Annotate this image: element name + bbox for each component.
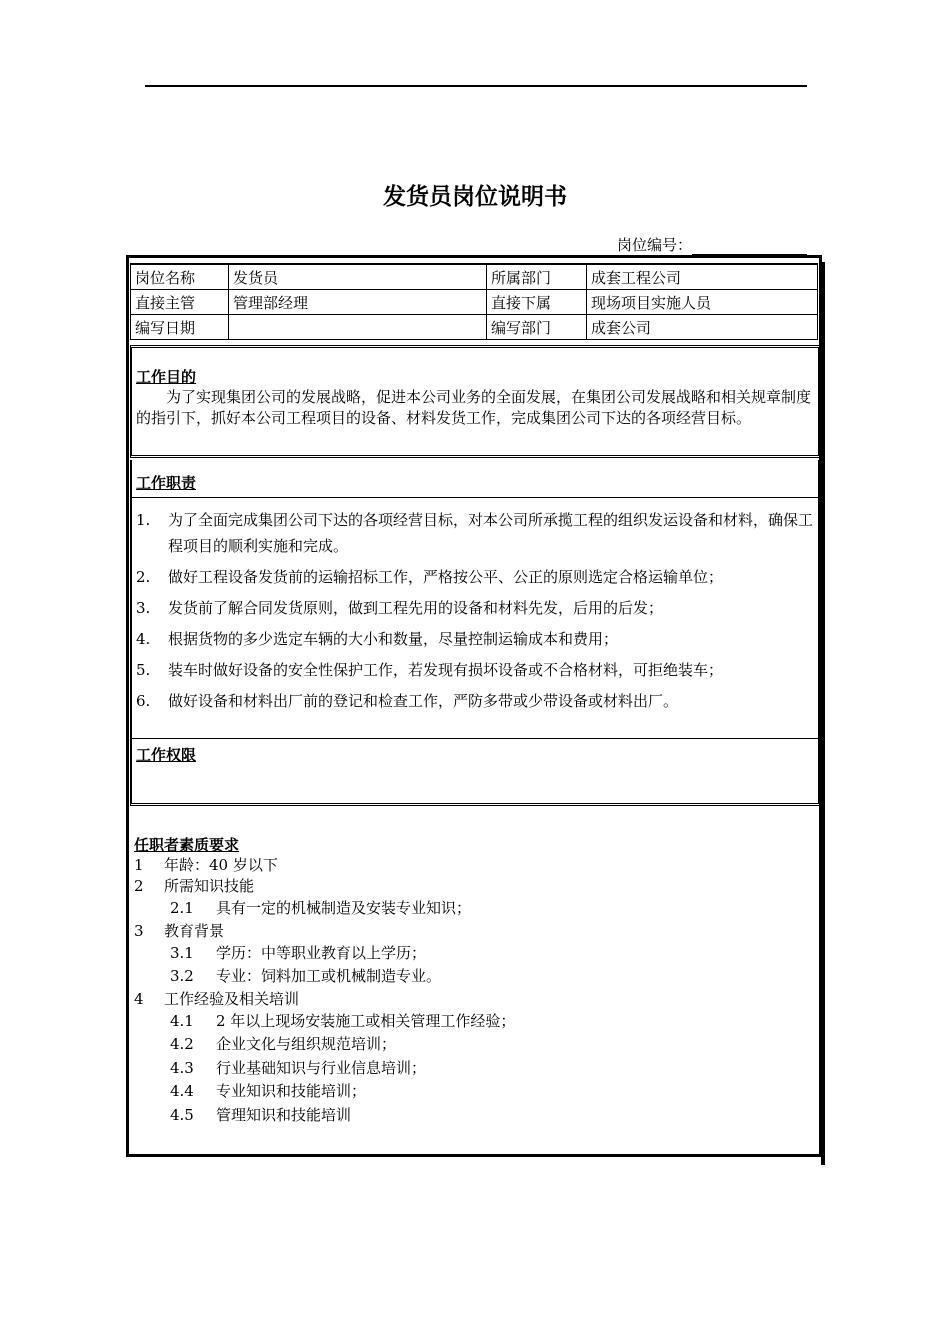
info-value: 成套公司	[587, 315, 818, 340]
duty-number: 5.	[136, 661, 151, 679]
requirement-number: 3.1	[170, 943, 194, 962]
info-row	[131, 264, 818, 290]
requirement-number: 2.1	[170, 899, 194, 917]
duty-item	[132, 626, 818, 652]
info-label: 岗位名称	[131, 264, 229, 290]
requirement-item	[130, 942, 820, 966]
duty-item	[132, 657, 818, 683]
requirement-text: 行业基础知识与行业信息培训；	[216, 1058, 427, 1077]
requirement-text: 2 年以上现场安装施工或相关管理工作经验；	[216, 1011, 516, 1030]
authority-heading: 工作权限	[136, 746, 197, 764]
requirement-number: 4.2	[170, 1035, 194, 1053]
duty-number: 2.	[136, 568, 151, 586]
requirement-text: 学历：中等职业教育以上学历；	[216, 943, 427, 962]
duty-text: 做好设备和材料出厂前的登记和检查工作，严防多带或少带设备或材料出厂。	[168, 692, 679, 710]
requirement-number: 4	[134, 989, 144, 1008]
requirement-text: 具有一定的机械制造及安装专业知识；	[216, 899, 472, 917]
info-label: 编写部门	[487, 315, 587, 340]
requirement-item	[130, 989, 820, 1010]
header-rule	[145, 85, 807, 87]
info-value: 成套工程公司	[587, 264, 818, 290]
requirement-item	[130, 965, 820, 989]
requirement-number: 4.3	[170, 1058, 194, 1077]
requirement-item	[130, 1057, 820, 1081]
info-label: 编写日期	[131, 315, 229, 340]
purpose-heading: 工作目的	[136, 368, 197, 386]
purpose-text: 为了实现集团公司的发展战略，促进本公司业务的全面发展，在集团公司发展战略和相关规章制度的指引下，抓好本公司工程项目的设备、材料发货工作，完成集团公司下达的各项经营目标。	[136, 388, 812, 427]
duty-text: 根据货物的多少选定车辆的大小和数量，尽量控制运输成本和费用；	[168, 630, 619, 648]
duty-text: 装车时做好设备的安全性保护工作，若发现有损坏设备或不合格材料，可拒绝装车；	[168, 661, 724, 679]
duty-text: 发货前了解合同发货原则，做到工程先用的设备和材料先发，后用的后发；	[168, 599, 664, 617]
info-row	[131, 290, 818, 315]
purpose-section	[130, 345, 820, 458]
requirement-item	[130, 876, 820, 897]
duty-number: 6.	[136, 692, 151, 710]
duties-heading: 工作职责	[136, 474, 197, 492]
position-number-label: 岗位编号：	[616, 236, 692, 254]
duty-number: 3.	[136, 599, 151, 617]
requirements-section	[130, 808, 820, 1153]
info-label: 所属部门	[487, 264, 587, 290]
requirement-item	[130, 1010, 820, 1034]
requirement-number: 4.1	[170, 1011, 194, 1030]
info-value: 现场项目实施人员	[587, 290, 818, 315]
requirement-item	[130, 855, 820, 876]
position-number	[617, 234, 807, 255]
info-row	[131, 315, 818, 340]
authority-section	[130, 738, 820, 806]
requirement-number: 4.4	[170, 1082, 194, 1100]
duty-item	[132, 507, 818, 559]
requirement-number: 2	[134, 877, 144, 895]
requirement-number: 4.5	[170, 1105, 194, 1124]
requirement-number: 3.2	[170, 967, 194, 985]
requirement-text: 工作经验及相关培训	[164, 989, 300, 1008]
requirement-item	[130, 1033, 820, 1057]
info-table	[130, 263, 818, 340]
info-label: 直接下属	[487, 290, 587, 315]
info-value: 发货员	[229, 264, 487, 290]
duty-item	[132, 688, 818, 714]
requirement-text: 教育背景	[164, 921, 225, 940]
duty-text: 做好工程设备发货前的运输招标工作，严格按公平、公正的原则选定合格运输单位；	[168, 568, 724, 586]
duty-number: 4.	[136, 630, 151, 648]
duties-list	[132, 507, 818, 719]
duty-text: 为了全面完成集团公司下达的各项经营目标，对本公司所承揽工程的组织发运设备和材料，确保工程项目的顺利实施和完成。	[168, 511, 814, 555]
requirements-heading: 任职者素质要求	[134, 836, 240, 854]
requirement-text: 所需知识技能	[164, 877, 255, 895]
requirement-text: 年龄：40 岁以下	[164, 856, 278, 874]
duty-item	[132, 595, 818, 621]
duties-section	[130, 460, 820, 738]
requirement-text: 管理知识和技能培训	[216, 1105, 352, 1124]
requirement-text: 专业：饲料加工或机械制造专业。	[216, 967, 442, 985]
requirement-text: 专业知识和技能培训；	[216, 1082, 367, 1100]
requirement-item	[130, 921, 820, 942]
info-label: 直接主管	[131, 290, 229, 315]
requirement-item	[130, 1080, 820, 1104]
requirement-number: 1	[134, 856, 144, 874]
position-number-blank	[692, 240, 807, 255]
document-title: 发货员岗位说明书	[383, 184, 567, 210]
info-value: 管理部经理	[229, 290, 487, 315]
duty-number: 1.	[136, 511, 151, 529]
requirement-item	[130, 897, 820, 921]
info-value	[229, 315, 487, 340]
requirement-text: 企业文化与组织规范培训；	[216, 1035, 397, 1053]
requirement-item	[130, 1104, 820, 1128]
duty-item	[132, 564, 818, 590]
requirement-number: 3	[134, 921, 144, 940]
